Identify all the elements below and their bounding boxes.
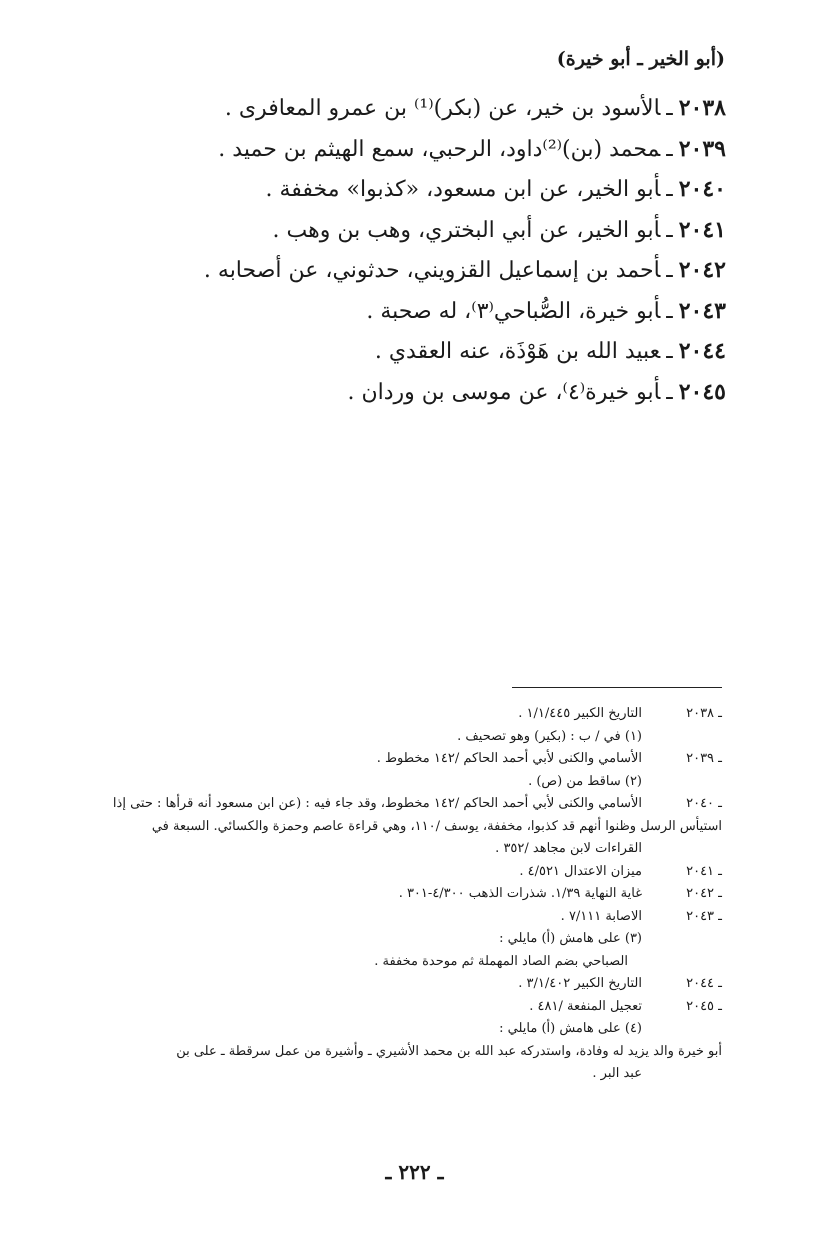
footnote-rule	[512, 687, 722, 688]
entry-dash: ـ	[666, 96, 673, 121]
entry-text: أحمد بن إسماعيل القزويني، حدثوني، عن أصحابه .	[203, 258, 661, 283]
entries-list	[86, 88, 726, 412]
entry	[86, 331, 726, 372]
footnote	[82, 883, 722, 906]
entry-text: محمد (بن)⁽²⁾داود، الرحبي، سمع الهيثم بن حميد .	[218, 136, 661, 162]
footnote-line: (٣) على هامش (أ) مايلي :	[499, 931, 642, 946]
entry-dash: ـ	[666, 339, 673, 364]
entry	[86, 88, 726, 129]
footnote	[82, 793, 722, 861]
entry-dash: ـ	[666, 258, 673, 283]
entry-number: ٢٠٣٨	[678, 95, 726, 121]
footnote-number: ـ ٢٠٤٢	[686, 886, 722, 901]
footnote-line: التاريخ الكبير ٣/١/٤٠٢ .	[518, 976, 642, 991]
entry-text: الأسود بن خير، عن (بكر)⁽¹⁾ بن عمرو المعافرى .	[224, 96, 661, 121]
footnote-line: استيأس الرسل وظنوا أنهم قد كذبوا، مخففة، يوسف /١١٠، وهي قراءة عاصم وحمزة والكسائي. السبعة في	[151, 818, 722, 834]
entry	[86, 372, 726, 413]
footnote-line: أبو خيرة والد يزيد له وفادة، واستدركه عبد الله بن محمد الأشيري ـ وأشيرة من عمل سرقطة ـ على بن	[176, 1043, 722, 1059]
footnote-line: (٤) على هامش (أ) مايلي :	[499, 1021, 642, 1036]
entry-number: ٢٠٤٥	[678, 378, 726, 405]
entry-dash: ـ	[666, 177, 673, 202]
footnote-line: القراءات لابن مجاهد /٣٥٢ .	[495, 841, 642, 856]
page-number: ـ ٢٢٢ ـ	[385, 1160, 444, 1184]
entry-dash: ـ	[666, 136, 673, 162]
entry	[86, 291, 726, 332]
entry	[86, 169, 726, 210]
footnote-line: غاية النهاية ١/٣٩. شذرات الذهب ٤/٣٠٠-٣٠١ .	[398, 886, 642, 901]
footnote	[82, 973, 722, 996]
footnote-line: عبد البر .	[592, 1066, 642, 1081]
footnote-line: الصباحي بضم الصاد المهملة ثم موحدة مخففة .	[374, 953, 628, 969]
entry-number: ٢٠٤٤	[678, 338, 726, 364]
footnote	[82, 748, 722, 793]
footnote-number: ـ ٢٠٤٥	[686, 998, 722, 1014]
entry-number: ٢٠٣٩	[678, 135, 726, 162]
footnote	[82, 861, 722, 884]
entry-text: عبيد الله بن هَوْذَة، عنه العقدي .	[374, 339, 661, 364]
entry-number: ٢٠٤١	[678, 216, 726, 243]
footnotes	[82, 703, 722, 1086]
footnote-line: الاصابة ٧/١١١ .	[560, 908, 642, 924]
entry-dash: ـ	[666, 298, 673, 324]
running-head: (أبو الخير ـ أبو خيرة)	[556, 48, 725, 70]
footnote-line: ميزان الاعتدال ٤/٥٢١ .	[519, 863, 642, 879]
entry-text: أبو الخير، عن أبي البختري، وهب بن وهب .	[272, 217, 661, 243]
footnote-line: (٢) ساقط من (ص) .	[528, 773, 642, 789]
footnote-number: ـ ٢٠٤٠	[686, 796, 722, 811]
entry-text: أبو الخير، عن ابن مسعود، «كذبوا» مخففة .	[265, 177, 661, 202]
entry	[86, 210, 726, 251]
footnote-number: ـ ٢٠٣٨	[686, 706, 722, 721]
entry-text: أبو خيرة، الصُّباحي⁽٣⁾، له صحبة .	[366, 298, 661, 324]
entry-dash: ـ	[666, 217, 673, 243]
footnote-number: ـ ٢٠٣٩	[686, 751, 722, 766]
footnote-number: ـ ٢٠٤٤	[686, 976, 722, 991]
footnote-number: ـ ٢٠٤١	[686, 863, 722, 879]
footnote-line: (١) في / ب : (بكير) وهو تصحيف .	[457, 728, 642, 744]
footnote-line: الأسامي والكنى لأبي أحمد الحاكم /١٤٢ مخطوط .	[376, 751, 642, 766]
footnote-line: تعجيل المنفعة /٤٨١ .	[529, 998, 642, 1014]
entry-number: ٢٠٤٢	[678, 257, 726, 283]
entry	[86, 129, 726, 170]
footnote-line: التاريخ الكبير ١/١/٤٤٥ .	[518, 706, 642, 721]
entry	[86, 250, 726, 291]
footnote-line: الأسامي والكنى لأبي أحمد الحاكم /١٤٢ مخطوط، وقد جاء فيه : (عن ابن مسعود أنه قرأها : حتى إذا	[112, 796, 642, 811]
entry-text: أبو خيرة⁽٤⁾، عن موسى بن وردان .	[347, 379, 661, 405]
entry-number: ٢٠٤٣	[678, 297, 726, 324]
entry-number: ٢٠٤٠	[678, 176, 726, 202]
entry-dash: ـ	[666, 379, 673, 405]
footnote-number: ـ ٢٠٤٣	[686, 908, 722, 924]
footnote	[82, 703, 722, 748]
footnote	[82, 996, 722, 1086]
footnote	[82, 906, 722, 974]
